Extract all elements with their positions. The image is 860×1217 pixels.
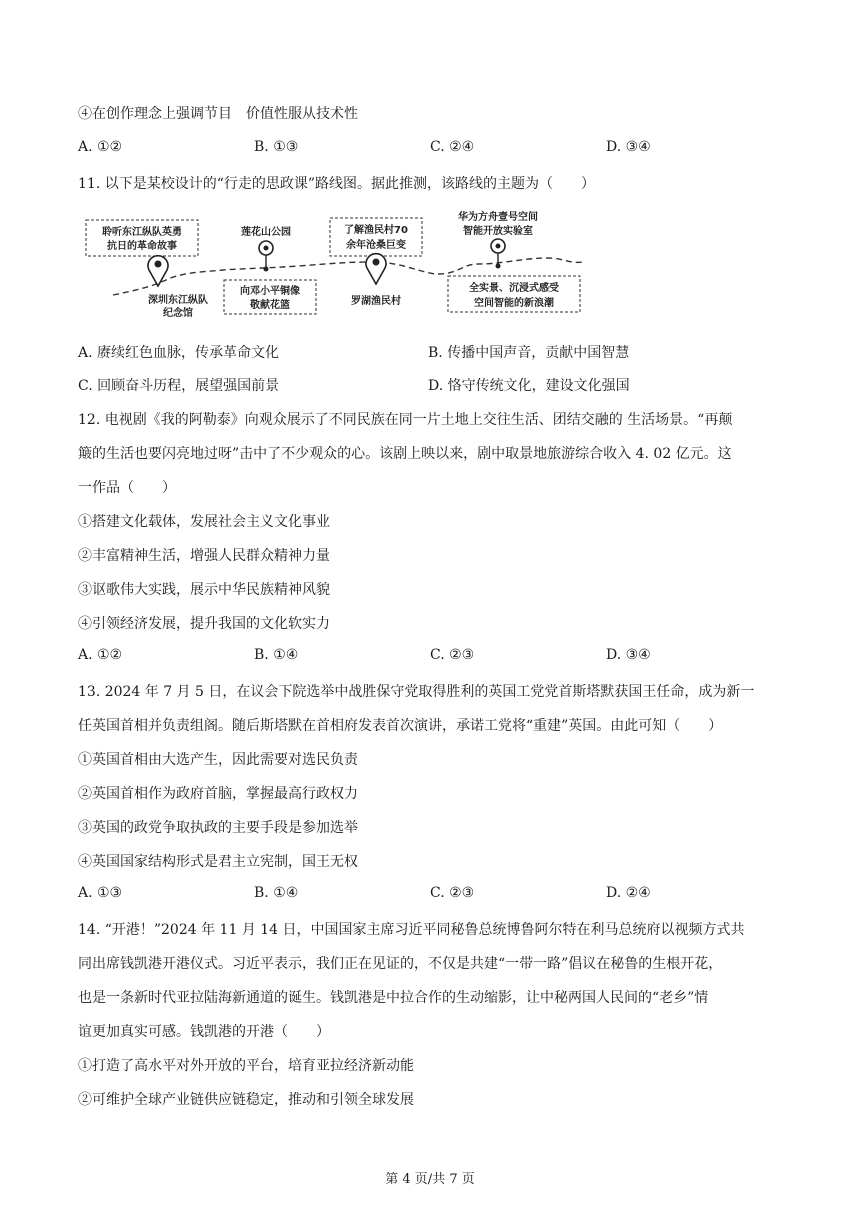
stop-1-note-line-2: 抗日的革命故事 xyxy=(107,241,177,252)
q12-options xyxy=(78,647,778,667)
route-map xyxy=(78,198,598,323)
stop-4-note-line-2: 空间智能的新浪潮 xyxy=(474,298,554,309)
page-number: 第 4 页/共 7 页 xyxy=(385,1172,475,1187)
q11-stem: 11. 以下是某校设计的“行走的思政课”路线图。据此推测，该路线的主题为（ ） xyxy=(78,176,596,192)
stop-4-name-line-2: 智能开放实验室 xyxy=(463,226,533,237)
q13-stem-line-1: 13. 2024 年 7 月 5 日，在议会下院选举中战胜保守党取得胜利的英国工党党首斯塔默获国王任命，成为新一 xyxy=(78,684,755,700)
q13-item-1: ①英国首相由大选产生，因此需要对选民负责 xyxy=(78,752,358,768)
stop-1-name-line-1: 深圳东江纵队 xyxy=(148,295,208,306)
stop-3-note-line-2: 余年沧桑巨变 xyxy=(346,240,406,251)
q13-item-4: ④英国国家结构形式是君主立宪制，国王无权 xyxy=(78,854,358,870)
q14-stem-line-4: 谊更加真实可感。钱凯港的开港（ ） xyxy=(78,1024,330,1040)
q12-stem-line-1: 12. 电视剧《我的阿勒泰》向观众展示了不同民族在同一片土地上交往生活、团结交融的 生活场景。“再颠 xyxy=(78,412,733,428)
q10-option-a[interactable]: A. ①② xyxy=(78,139,123,155)
q12-option-b[interactable]: B. ①④ xyxy=(254,647,299,663)
q12-option-d[interactable]: D. ③④ xyxy=(606,647,651,663)
q11-options-row-2 xyxy=(78,375,778,395)
q14-item-2: ②可维护全球产业链供应链稳定，推动和引领全球发展 xyxy=(78,1092,414,1108)
q12-item-3: ③讴歌伟大实践，展示中华民族精神风貌 xyxy=(78,582,330,598)
q13-option-d[interactable]: D. ②④ xyxy=(606,885,651,901)
q14-stem-line-1: 14. “开港！”2024 年 11 月 14 日，中国国家主席习近平同秘鲁总统博鲁阿尔特在利马总统府以视频方式共 xyxy=(78,922,745,938)
q13-option-b[interactable]: B. ①④ xyxy=(254,885,299,901)
q10-option-c[interactable]: C. ②④ xyxy=(430,139,475,155)
stop-4-note-line-1: 全实景、沉浸式感受 xyxy=(469,283,559,294)
q12-stem-line-2: 簸的生活也要闪亮地过呀”击中了不少观众的心。该剧上映以来，剧中取景地旅游综合收入 4. 02 亿元。这 xyxy=(78,446,732,462)
q14-stem-line-2: 同出席钱凯港开港仪式。习近平表示，我们正在见证的，不仅是共建“一带一路”倡议在秘鲁的生根开花， xyxy=(78,956,723,972)
location-pin-icon xyxy=(148,256,168,286)
stop-3-name: 罗湖渔民村 xyxy=(351,296,401,307)
q13-option-c[interactable]: C. ②③ xyxy=(430,885,475,901)
q10-options xyxy=(78,139,778,159)
q11-options-row-1 xyxy=(78,342,778,362)
q12-item-2: ②丰富精神生活，增强人民群众精神力量 xyxy=(78,548,330,564)
q10-option-d[interactable]: D. ③④ xyxy=(606,139,651,155)
stop-2-note-line-1: 向邓小平铜像 xyxy=(240,286,300,297)
q11-option-c[interactable]: C. 回顾奋斗历程，展望强国前景 xyxy=(78,378,280,394)
q11-option-d[interactable]: D. 恪守传统文化，建设文化强国 xyxy=(428,378,630,394)
q13-options xyxy=(78,885,778,905)
stop-1-note-line-1: 聆听东江纵队英勇 xyxy=(102,227,182,238)
q12-item-1: ①搭建文化载体，发展社会主义文化事业 xyxy=(78,514,330,530)
q10-option-b[interactable]: B. ①③ xyxy=(254,139,299,155)
stop-2-name: 莲花山公园 xyxy=(241,227,291,238)
q13-option-a[interactable]: A. ①③ xyxy=(78,885,123,901)
stop-1-name-line-2: 纪念馆 xyxy=(163,308,193,319)
q10-item-4: ④在创作理念上强调节目 价值性服从技术性 xyxy=(78,106,358,122)
q12-stem-line-3: 一作品（ ） xyxy=(78,480,176,496)
location-pin-icon xyxy=(366,254,386,284)
stop-2-note-line-2: 敬献花篮 xyxy=(250,300,290,311)
q12-option-a[interactable]: A. ①② xyxy=(78,647,123,663)
location-pin-icon xyxy=(491,239,505,269)
q14-item-1: ①打造了高水平对外开放的平台，培育亚拉经济新动能 xyxy=(78,1058,414,1074)
q14-stem-line-3: 也是一条新时代亚拉陆海新通道的诞生。钱凯港是中拉合作的生动缩影，让中秘两国人民间的“老乡”情 xyxy=(78,990,709,1006)
location-pin-icon xyxy=(259,241,273,272)
q12-option-c[interactable]: C. ②③ xyxy=(430,647,475,663)
q11-option-b[interactable]: B. 传播中国声音，贡献中国智慧 xyxy=(428,345,630,361)
q13-stem-line-2: 任英国首相并负责组阁。随后斯塔默在首相府发表首次演讲，承诺工党将“重建”英国。由此可知（ ） xyxy=(78,718,723,734)
q13-item-2: ②英国首相作为政府首脑，掌握最高行政权力 xyxy=(78,786,358,802)
stop-4-name-line-1: 华为方舟壹号空间 xyxy=(458,212,538,223)
q12-item-4: ④引领经济发展，提升我国的文化软实力 xyxy=(78,616,330,632)
q11-option-a[interactable]: A. 赓续红色血脉，传承革命文化 xyxy=(78,345,280,361)
stop-3-note-line-1: 了解渔民村70 xyxy=(344,225,408,236)
q13-item-3: ③英国的政党争取执政的主要手段是参加选举 xyxy=(78,820,358,836)
